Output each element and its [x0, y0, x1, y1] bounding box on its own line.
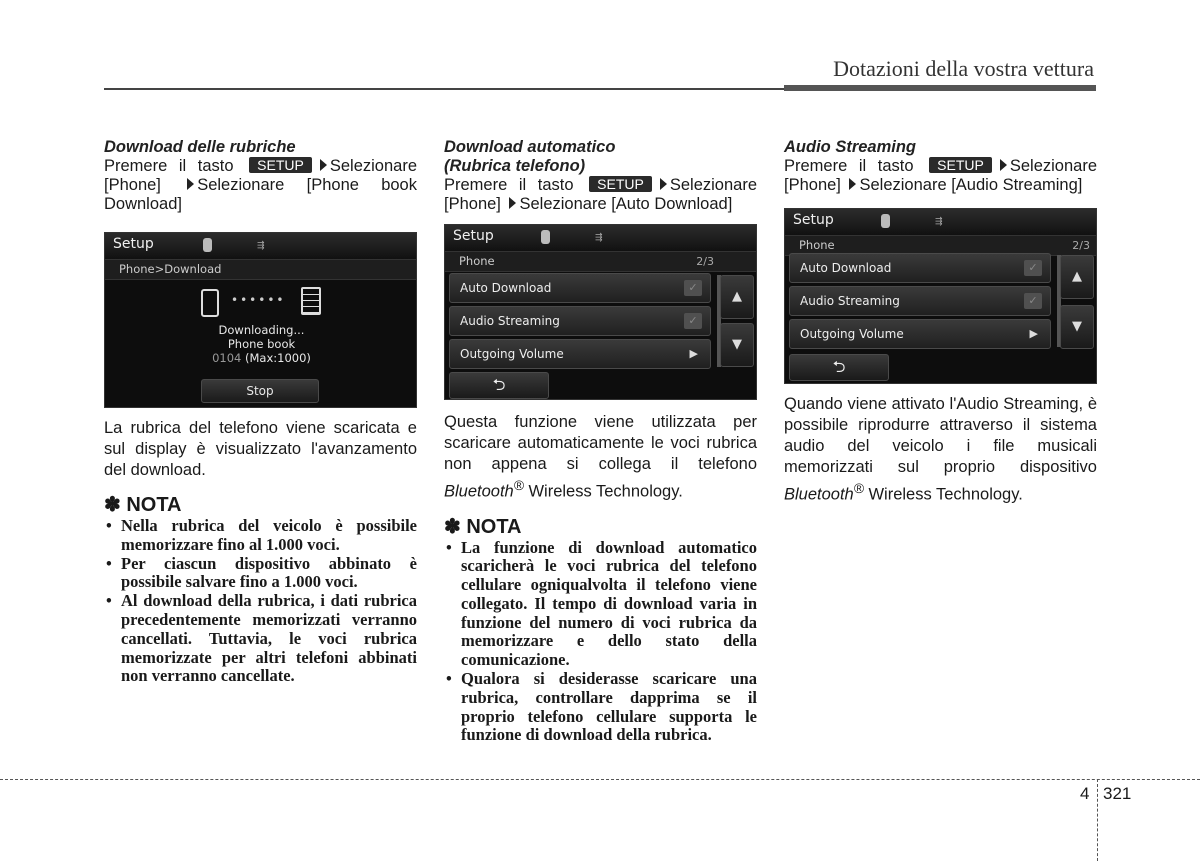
- instruction: [444, 176, 757, 214]
- download-count: [105, 351, 417, 365]
- body-text: Questa funzione viene utilizzata per scaricare automaticamente le voci rubrica non appena si collega il telefono: [444, 413, 757, 473]
- section-title: Download delle rubriche: [104, 138, 296, 156]
- usb-icon: ⇶: [595, 233, 603, 243]
- phone-device-icon: [201, 289, 219, 317]
- checkbox-checked-icon[interactable]: ✓: [1024, 293, 1042, 309]
- setup-key-badge: SETUP: [249, 157, 312, 173]
- bluetooth-icon: [203, 238, 212, 252]
- arrow-right-icon: [509, 197, 516, 209]
- instruction-text: Premere il tasto: [784, 157, 914, 175]
- count-value: 0104: [212, 351, 242, 365]
- phonebook-icon: [301, 287, 321, 315]
- count-max: (Max:1000): [245, 351, 311, 365]
- progress-dots: ••••••: [231, 293, 286, 307]
- back-button[interactable]: ⮌: [449, 372, 549, 399]
- section-label: Phone: [459, 254, 495, 268]
- instruction-text: Selezionare [Phone]: [104, 157, 417, 194]
- instruction-text: Selezionare [Phone book Download]: [104, 176, 417, 213]
- checkbox-checked-icon[interactable]: ✓: [1024, 260, 1042, 276]
- menu-item-auto-download[interactable]: [449, 273, 711, 303]
- menu-item-label: Outgoing Volume: [800, 327, 904, 341]
- menu-item-outgoing-volume[interactable]: [789, 319, 1051, 349]
- menu-item-auto-download[interactable]: [789, 253, 1051, 283]
- bluetooth-icon: [881, 214, 890, 228]
- column-phonebook-download: [104, 138, 417, 686]
- column-audio-streaming: [784, 138, 1097, 506]
- menu-item-label: Auto Download: [800, 261, 892, 275]
- body-text: Quando viene attivato l'Audio Streaming, è possibile riprodurre attraverso il sistema audio del veicolo i file musicali memorizzati sul proprio dispositivo: [784, 395, 1097, 476]
- menu-item-outgoing-volume[interactable]: [449, 339, 711, 369]
- footer-vertical-divider: [1097, 779, 1098, 861]
- instruction: [784, 157, 1097, 195]
- arrow-right-icon: [1000, 159, 1007, 171]
- back-button[interactable]: ⮌: [789, 354, 889, 381]
- menu-item-label: Outgoing Volume: [460, 347, 564, 361]
- body-text: Wireless Technology.: [528, 482, 683, 501]
- screen-breadcrumb: Phone>Download: [105, 259, 416, 280]
- screen-title: Setup: [453, 228, 494, 244]
- scroll-down-button[interactable]: ▼: [1060, 305, 1094, 349]
- screen-phone-settings: [444, 224, 757, 400]
- arrow-right-icon: [849, 178, 856, 190]
- section-label: Phone: [799, 238, 835, 252]
- status-phonebook: Phone book: [227, 337, 296, 351]
- arrow-right-icon: [187, 178, 194, 190]
- screen-section: [445, 251, 756, 272]
- registered-mark: ®: [513, 478, 524, 493]
- arrow-right-icon: [660, 178, 667, 190]
- page-indicator: 2/3: [1072, 239, 1090, 252]
- chevron-right-icon: ▶: [1029, 327, 1038, 340]
- scroll-up-button[interactable]: ▲: [720, 275, 754, 319]
- menu-item-label: Auto Download: [460, 281, 552, 295]
- note-heading: ✽ NOTA: [104, 494, 182, 516]
- section-title: Download automatico: [444, 138, 616, 156]
- page-header-title: Dotazioni della vostra vettura: [833, 56, 1094, 81]
- instruction-text: Selezionare [Phone]: [784, 157, 1097, 194]
- footer-divider: [0, 779, 1200, 780]
- screen-phone-settings: [784, 208, 1097, 384]
- page-number: 321: [1103, 784, 1132, 803]
- instruction-text: Premere il tasto: [444, 176, 574, 194]
- instruction: [104, 157, 417, 214]
- note-item: • Al download della rubrica, i dati rubrica precedentemente memorizzati verranno cancellati. Tuttavia, le voci rubrica memorizzate per altri telefoni abbinati non verranno cancellate.: [104, 592, 417, 686]
- stop-button[interactable]: Stop: [201, 379, 319, 403]
- note-list: [104, 517, 417, 686]
- note-heading: ✽ NOTA: [444, 515, 522, 538]
- header-rule-accent: [784, 85, 1096, 91]
- menu-item-label: Audio Streaming: [460, 314, 560, 328]
- bluetooth-trademark: Bluetooth: [784, 485, 854, 504]
- instruction-text: Selezionare [Auto Download]: [519, 195, 733, 213]
- screen-topbar: [445, 225, 756, 251]
- section-subtitle: (Rubrica telefono): [444, 157, 586, 175]
- note-item: • La funzione di download automatico scaricherà le voci rubrica del telefono cellulare ogniqualvolta il telefono viene collegato. Il tempo di download varia in funzione del numero di voci rubrica da memorizzare e dello stato della comunicazione.: [444, 539, 757, 671]
- status-downloading: Downloading...: [218, 323, 305, 337]
- registered-mark: ®: [853, 481, 864, 496]
- checkbox-checked-icon[interactable]: ✓: [684, 313, 702, 329]
- instruction-text: Premere il tasto: [104, 157, 234, 175]
- screen-topbar: [785, 209, 1096, 235]
- screen-topbar: [105, 233, 416, 259]
- bluetooth-trademark: Bluetooth: [444, 482, 514, 501]
- scroll-down-button[interactable]: ▼: [720, 323, 754, 367]
- bluetooth-icon: [541, 230, 550, 244]
- note-item: • Per ciascun dispositivo abbinato è possibile salvare fino a 1.000 voci.: [104, 555, 417, 593]
- chapter-number: 4: [1080, 784, 1090, 803]
- body-text: Wireless Technology.: [868, 485, 1023, 504]
- note-list: [444, 539, 757, 746]
- chevron-right-icon: ▶: [689, 347, 698, 360]
- setup-key-badge: SETUP: [589, 176, 652, 192]
- body-paragraph: [444, 412, 757, 503]
- body-paragraph: La rubrica del telefono viene scaricata e sul display è visualizzato l'avanzamento del download.: [104, 419, 417, 479]
- instruction-text: Selezionare [Audio Streaming]: [859, 176, 1083, 194]
- screen-title: Setup: [113, 236, 154, 252]
- usb-icon: ⇶: [257, 241, 265, 251]
- arrow-right-icon: [320, 159, 327, 171]
- menu-item-label: Audio Streaming: [800, 294, 900, 308]
- setup-key-badge: SETUP: [929, 157, 992, 173]
- menu-item-audio-streaming[interactable]: [789, 286, 1051, 316]
- screen-title: Setup: [793, 212, 834, 228]
- menu-item-audio-streaming[interactable]: [449, 306, 711, 336]
- instruction-text: Selezionare [Phone]: [444, 176, 757, 213]
- body-paragraph: [784, 394, 1097, 506]
- scroll-up-button[interactable]: ▲: [1060, 255, 1094, 299]
- column-auto-download: [444, 138, 757, 745]
- screen-download-progress: [104, 232, 417, 408]
- note-item: • Qualora si desiderasse scaricare una rubrica, controllare dapprima se il proprio telefono cellulare supporta le funzione di download della rubrica.: [444, 670, 757, 745]
- usb-icon: ⇶: [935, 217, 943, 227]
- page-indicator: 2/3: [696, 255, 714, 268]
- checkbox-checked-icon[interactable]: ✓: [684, 280, 702, 296]
- note-item: • Nella rubrica del veicolo è possibile memorizzare fino al 1.000 voci.: [104, 517, 417, 555]
- section-title: Audio Streaming: [784, 138, 917, 156]
